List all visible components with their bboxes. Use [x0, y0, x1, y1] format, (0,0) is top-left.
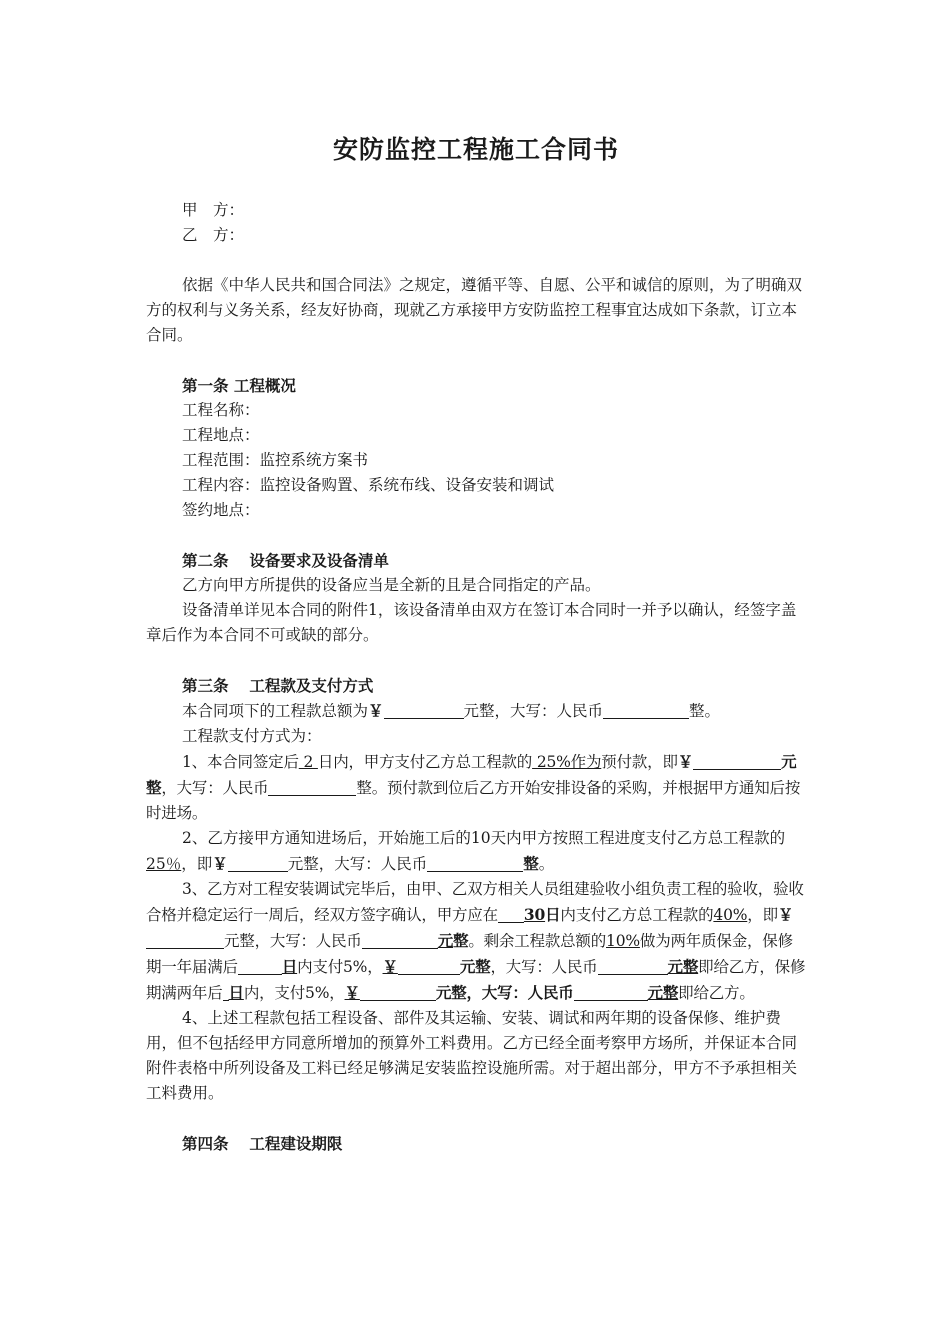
- payment-method-line: 工程款支付方式为：: [182, 727, 322, 745]
- article-4-heading: 第四条 工程建设期限: [182, 1134, 343, 1153]
- project-content-line: 工程内容：监控设备购置、系统布线、设备安装和调试: [182, 476, 555, 494]
- project-location-line: 工程地点：: [182, 426, 260, 444]
- total-amount-line: 本合同项下的工程款总额为￥ 元整，大写：人民币 整。: [182, 701, 721, 720]
- article-3-heading: 第三条 工程款及支付方式: [182, 676, 374, 695]
- article-2-paragraph-1: 乙方向甲方所提供的设备应当是全新的且是合同指定的产品。: [182, 576, 601, 594]
- contract-page: [146, 132, 806, 1156]
- article-2-paragraph-2: 设备清单详见本合同的附件1，该设备清单由双方在签订本合同时一并予以确认，经签字盖章后作为本合同不可或缺的部分。: [146, 601, 797, 644]
- sign-place-line: 签约地点：: [182, 501, 260, 519]
- payment-item-3: 3、乙方对工程安装调试完毕后，由甲、乙双方相关人员组建验收小组负责工程的验收，验收合格并稳定运行一周后，经双方签字确认，甲方应在 30日内支付乙方总工程款的40%，即￥元整，大写：人民币 元整。剩余工程款总额的10%做为两年质保金，保修期一年届满后 日内支付5%，￥ 元整，大写：人民币 元整即给乙方，保修期满两年后 日内，支付5%，￥ 元整，大写：人民币 元整即给乙方。: [146, 880, 806, 1002]
- party-b-line: 乙 方：: [182, 226, 245, 244]
- payment-item-2: 2、乙方接甲方通知进场后，开始施工后的10天内甲方按照工程进度支付乙方总工程款的25％，即￥ 元整，大写：人民币 整。: [146, 829, 786, 873]
- project-scope-line: 工程范围：监控系统方案书: [182, 451, 369, 469]
- project-name-line: 工程名称：: [182, 401, 260, 419]
- party-a-line: 甲 方：: [182, 201, 245, 219]
- article-2-heading: 第二条 设备要求及设备清单: [182, 551, 389, 570]
- contract-title: 安防监控工程施工合同书: [332, 135, 619, 164]
- preamble-paragraph: 依据《中华人民共和国合同法》之规定，遵循平等、自愿、公平和诚信的原则，为了明确双方的权利与义务关系，经友好协商，现就乙方承接甲方安防监控工程事宜达成如下条款，订立本合同。: [146, 276, 803, 344]
- payment-item-4: 4、上述工程款包括工程设备、部件及其运输、安装、调试和两年期的设备保修、维护费用，但不包括经甲方同意所增加的预算外工料费用。乙方已经全面考察甲方场所，并保证本合同附件表格中所列设备及工料已经足够满足安装监控设施所需。对于超出部分，甲方不予承担相关工料费用。: [146, 1009, 798, 1102]
- payment-item-1: 1、本合同签定后 2 日内，甲方支付乙方总工程款的 25%作为预付款，即￥ 元整，大写：人民币 整。预付款到位后乙方开始安排设备的采购，并根据甲方通知后按时进场。: [146, 752, 801, 822]
- article-1-heading: 第一条 工程概况: [182, 376, 296, 395]
